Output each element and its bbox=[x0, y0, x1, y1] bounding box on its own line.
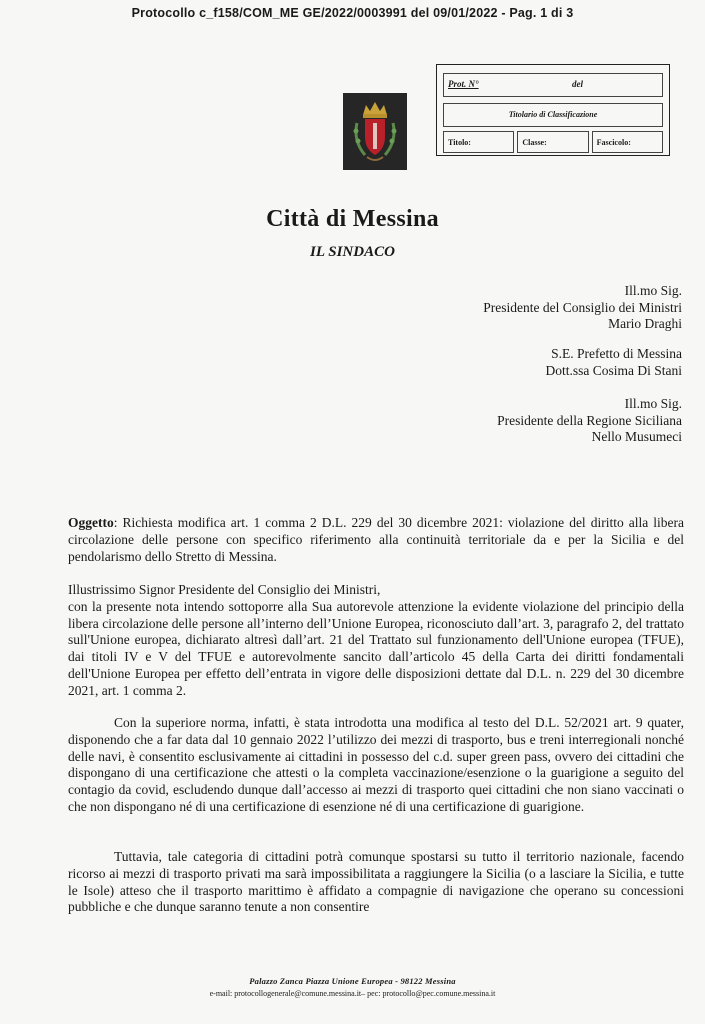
addressee-block-premier bbox=[483, 283, 682, 333]
protocol-number-row bbox=[443, 73, 663, 97]
titolo-label: Titolo: bbox=[443, 131, 514, 153]
city-coat-of-arms-logo bbox=[343, 93, 407, 170]
addressee-line: Nello Musumeci bbox=[591, 429, 682, 444]
del-label: del bbox=[572, 79, 583, 89]
letterhead-title: Città di Messina bbox=[266, 206, 439, 232]
addressee-block-regione bbox=[497, 396, 682, 446]
salutation: Illustrissimo Signor Presidente del Consiglio dei Ministri, bbox=[68, 582, 381, 597]
footer-contacts: e-mail: protocollogenerale@comune.messina.it– pec: protocollo@pec.comune.messina.it bbox=[209, 989, 496, 998]
letterhead-subtitle: IL SINDACO bbox=[310, 244, 395, 260]
titolario-label: Titolario di Classificazione bbox=[443, 103, 663, 127]
prot-label: Prot. N° bbox=[448, 79, 479, 89]
paragraph-3: Tuttavia, tale categoria di cittadini potrà comunque spostarsi su tutto il territorio nazionale, facendo ricorso ai mezzi di trasporto privati ma sarà impossibilitata a raggiungere la Sicilia (o a lasciare la Sicilia, e tutte le Isole) atteso che il trasporto marittimo è affidato a compagnie di navigazione che operano su concessioni pubbliche e che dunque saranno tenute a non consentire bbox=[68, 849, 684, 915]
subject-paragraph bbox=[68, 515, 684, 565]
protocol-stamp-box bbox=[436, 64, 670, 156]
protocol-header: Protocollo c_f158/COM_ME GE/2022/0003991 del 09/01/2022 - Pag. 1 di 3 bbox=[131, 6, 574, 20]
paragraph-2-block bbox=[68, 715, 684, 816]
addressee-line: Mario Draghi bbox=[608, 316, 682, 331]
addressee-block-prefetto bbox=[545, 346, 682, 379]
subject-label: Oggetto bbox=[68, 515, 114, 530]
addressee-line: Ill.mo Sig. bbox=[624, 396, 682, 411]
addressee-line: S.E. Prefetto di Messina bbox=[551, 346, 682, 361]
subject-text: : Richiesta modifica art. 1 comma 2 D.L. 229 del 30 dicembre 2021: violazione del diritto alla libera circolazione delle persone con specifico riferimento alla continuità territoriale da e per la Sicilia e del pendolarismo dello Stretto di Messina. bbox=[68, 515, 684, 564]
paragraph-3-block bbox=[68, 849, 684, 916]
opening-section bbox=[68, 582, 684, 700]
addressee-line: Presidente della Regione Siciliana bbox=[497, 412, 682, 428]
fascicolo-label: Fascicolo: bbox=[592, 131, 663, 153]
classification-row bbox=[443, 131, 663, 153]
addressee-line: Presidente del Consiglio dei Ministri bbox=[483, 299, 682, 315]
addressee-line: Dott.ssa Cosima Di Stani bbox=[545, 362, 682, 378]
paragraph-1: con la presente nota intendo sottoporre alla Sua autorevole attenzione la evidente violazione del principio della libera circolazione delle persone all’interno dell’Unione Europea, riconosciuto dall’art. 3, paragrafo 2, del trattato sull'Unione europea, dichiarato altresì dall’art. 21 del Trattato sul funzionamento dell'Unione europea (TFUE), dai titoli IV e V del TFUE e autorevolmente sancito dall’articolo 45 della Carta dei diritti fondamentali dell'Unione Europea per effetto dell’entrata in vigore delle disposizioni dettate dal D.L. n. 229 del 30 dicembre 2021, art. 1 comma 2. bbox=[68, 598, 684, 698]
paragraph-2: Con la superiore norma, infatti, è stata introdotta una modifica al testo del D.L. 52/2021 art. 9 quater, disponendo che a far data dal 10 gennaio 2022 l’utilizzo dei mezzi di trasporto, bus e treni interregionali nonché delle navi, è consentito esclusivamente ai cittadini in possesso del c.d. super green pass, ovvero dei cittadini che dispongano di una certificazione che attesti o la completa vaccinazione/esenzione o la guarigione a seguito del contagio da covid, escludendo dunque dall’accesso ai mezzi di trasporto quei cittadini che non siano vaccinati o che non dispongano né di una certificazione di esenzione né di una certificazione di guarigione. bbox=[68, 715, 684, 814]
classe-label: Classe: bbox=[517, 131, 588, 153]
addressee-line: Ill.mo Sig. bbox=[624, 283, 682, 298]
footer-address: Palazzo Zanca Piazza Unione Europea - 98122 Messina bbox=[249, 976, 456, 986]
